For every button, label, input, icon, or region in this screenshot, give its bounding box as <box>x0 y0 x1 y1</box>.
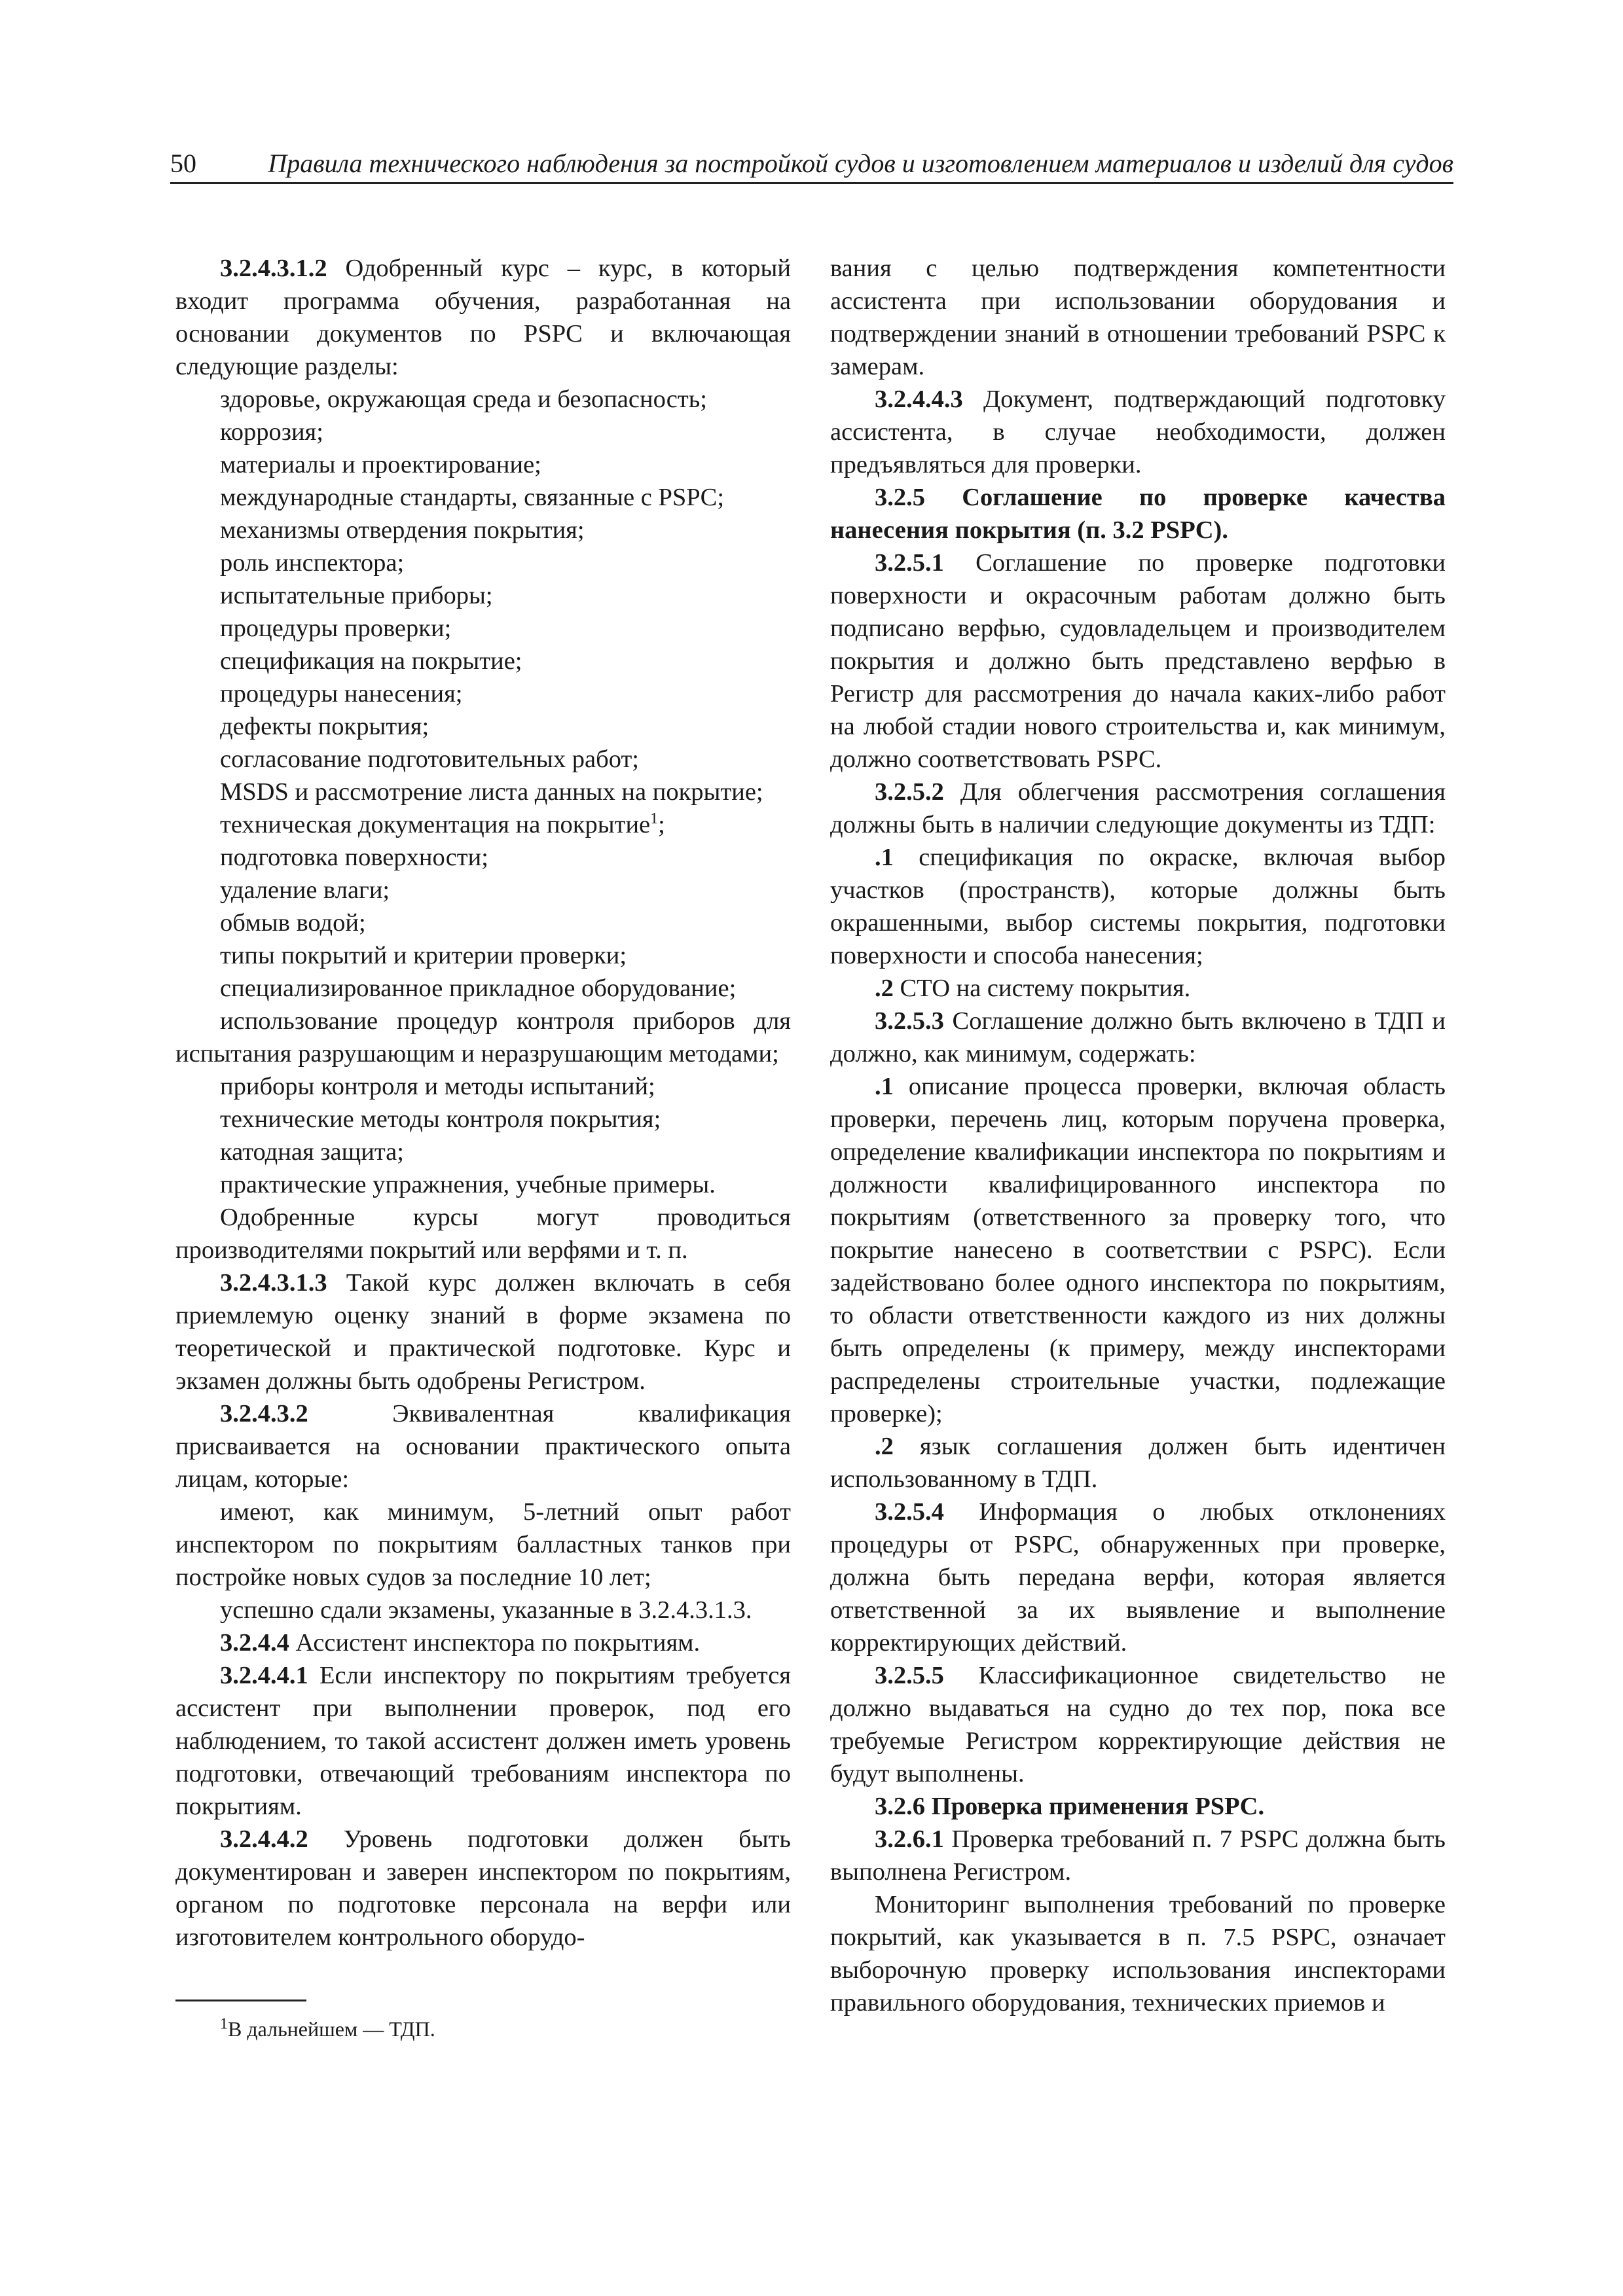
footnote-marker: 1 <box>220 2015 228 2033</box>
paragraph-text: Уровень подготовки должен быть документирован и заверен инспектором по покрытиям, органом по подготовке персонала на верфи или изготовителем контрольного оборудо- <box>175 1825 791 1951</box>
clause-number: 3.2.4.4 <box>220 1629 289 1657</box>
paragraph-text: Соглашение по проверке подготовки поверхности и окрасочным работам должно быть подписано верфью, судовладельцем и производителем покрытия и должно быть представлено верфью в Регистр для рассмотрения до начала каких-либо работ на любой стадии нового строительства и, как минимум, должно соответствовать PSPC. <box>830 549 1446 773</box>
clause-number: 3.2.5.1 <box>875 549 944 577</box>
footnote <box>220 2016 435 2042</box>
paragraph-3-2-5-3 <box>830 1005 1446 1070</box>
paragraph-text: СТО на систему покрытия. <box>893 975 1191 1002</box>
subitem-2 <box>830 972 1446 1005</box>
list-item: процедуры нанесения; <box>220 680 463 708</box>
footnote-text: В дальнейшем — ТДП. <box>228 2017 435 2041</box>
paragraph-3-2-4-4-1 <box>175 1659 791 1823</box>
paragraph-text: Проверка требований п. 7 PSPC должна быть выполнена Регистром. <box>830 1825 1446 1886</box>
paragraph-3-2-4-3-1-3 <box>175 1266 791 1397</box>
paragraph-text: спецификация по окраске, включая выбор участков (пространств), которые должны быть окрашенными, выбор системы покрытия, подготовки поверхности и способа нанесения; <box>830 844 1446 969</box>
subitem-number: .2 <box>875 1433 894 1460</box>
list-item: испытательные приборы; <box>220 582 493 609</box>
paragraph-text: Для облегчения рассмотрения соглашения должны быть в наличии следующие документы из ТДП: <box>830 778 1446 838</box>
paragraph-3-2-4-4-3 <box>830 383 1446 481</box>
subitem-number: .1 <box>875 1073 894 1100</box>
list-item: коррозия; <box>220 418 323 446</box>
paragraph-text: описание процесса проверки, включая область проверки, перечень лиц, которым поручена проверка, определение квалификации инспектора по покрытиям и должности квалифицированного инспектора по покрытиям (ответственного за проверку того, что покрытие нанесено в соответствии с PSPC). Если задействовано более одного инспектора по покрытиям, то области ответственности каждого из них должны быть определены (к примеру, между инспекторами распределены строительные участки, подлежащие проверке); <box>830 1073 1446 1427</box>
list-item: дефекты покрытия; <box>220 713 429 740</box>
list-item: спецификация на покрытие; <box>220 647 522 675</box>
paragraph-experience: имеют, как минимум, 5-летний опыт работ инспектором по покрытиям балластных танков при постройке новых судов за последние 10 лет; <box>175 1498 791 1591</box>
page-header <box>170 145 1453 184</box>
paragraph-3-2-5-5 <box>830 1659 1446 1790</box>
paragraph-text: Одобренный курс – курс, в который входит программа обучения, разработанная на основании документов по PSPC и включающая следующие разделы: <box>175 255 791 380</box>
list-item: практические упражнения, учебные примеры. <box>220 1171 716 1198</box>
paragraph-text: Такой курс должен включать в себя приемлемую оценку знаний в форме экзамена по теоретической и практической подготовке. Курс и экзамен должны быть одобрены Регистром. <box>175 1269 791 1395</box>
running-title: Правила технического наблюдения за постройкой судов и изготовлением материалов и изделий для судов <box>268 149 1453 178</box>
paragraph-3-2-4-3-2 <box>175 1397 791 1496</box>
footnote-marker: 1 <box>650 810 659 828</box>
paragraph-monitoring: Мониторинг выполнения требований по проверке покрытий, как указывается в п. 7.5 PSPC, означает выборочную проверку использования инспекторами правильного оборудования, технических приемов и <box>830 1891 1446 2017</box>
section-heading-3-2-5: 3.2.5 Соглашение по проверке качества нанесения покрытия (п. 3.2 PSPC). <box>830 484 1446 544</box>
list-item: процедуры проверки; <box>220 615 452 642</box>
clause-number: 3.2.4.3.1.2 <box>220 255 327 282</box>
subitem-number: .1 <box>875 844 894 871</box>
clause-number: 3.2.4.3.1.3 <box>220 1269 327 1297</box>
page-number: 50 <box>170 149 196 178</box>
paragraph-text: Информация о любых отклонениях процедуры от PSPC, обнаруженных при проверке, должна быть передана верфи, которая является ответственной за их выявление и выполнение корректирующих действий. <box>830 1498 1446 1657</box>
list-item: технические методы контроля покрытия; <box>220 1105 661 1133</box>
footnote-divider <box>175 2000 306 2001</box>
section-heading-3-2-6: 3.2.6 Проверка применения PSPC. <box>875 1793 1265 1820</box>
paragraph-exams: успешно сдали экзамены, указанные в 3.2.4.3.1.3. <box>220 1596 752 1624</box>
list-item: международные стандарты, связанные с PSPC; <box>220 484 725 511</box>
paragraph-3-2-6-1 <box>830 1823 1446 1888</box>
list-item: механизмы отвердения покрытия; <box>220 516 585 544</box>
clause-number: 3.2.6.1 <box>875 1825 944 1853</box>
paragraph-text: Соглашение должно быть включено в ТДП и должно, как минимум, содержать: <box>830 1007 1446 1067</box>
list-item-text: техническая документация на покрытие <box>220 811 651 838</box>
paragraph-3-2-5-1 <box>830 547 1446 776</box>
clause-number: 3.2.5.2 <box>875 778 944 806</box>
list-item: обмыв водой; <box>220 909 366 937</box>
paragraph-text: Эквивалентная квалификация присваивается на основании практического опыта лицам, которые: <box>175 1400 791 1493</box>
paragraph-3-2-4-4-2 <box>175 1823 791 1954</box>
paragraph-text: Ассистент инспектора по покрытиям. <box>289 1629 701 1657</box>
paragraph-3-2-4-4 <box>175 1626 791 1659</box>
list-item: согласование подготовительных работ; <box>220 745 639 773</box>
paragraph-text: Классификационное свидетельство не должно выдаваться на судно до тех пор, пока все требуемые Регистром корректирующие действия не будут выполнены. <box>830 1662 1446 1787</box>
clause-number: 3.2.5.5 <box>875 1662 944 1689</box>
clause-number: 3.2.5.3 <box>875 1007 944 1035</box>
clause-number: 3.2.4.4.2 <box>220 1825 308 1853</box>
paragraph-text: язык соглашения должен быть идентичен использованному в ТДП. <box>830 1433 1446 1493</box>
paragraph-3-2-5-4 <box>830 1496 1446 1659</box>
paragraph-text: Документ, подтверждающий подготовку ассистента, в случае необходимости, должен предъявляться для проверки. <box>830 386 1446 478</box>
subitem-1 <box>830 841 1446 972</box>
clause-number: 3.2.4.4.3 <box>875 386 963 413</box>
list-item: роль инспектора; <box>220 549 405 577</box>
paragraph-continuation: вания с целью подтверждения компетентности ассистента при использовании оборудования и подтверждении знаний в отношении требований PSPC к замерам. <box>830 255 1446 380</box>
list-item: MSDS и рассмотрение листа данных на покрытие; <box>220 778 763 806</box>
list-item-punct: ; <box>658 811 665 838</box>
clause-number: 3.2.4.4.1 <box>220 1662 308 1689</box>
paragraph-approved-courses: Одобренные курсы могут проводиться производителями покрытий или верфями и т. п. <box>175 1204 791 1264</box>
subitem-2 <box>830 1430 1446 1496</box>
paragraph-3-2-4-3-1-2 <box>175 252 791 383</box>
list-item: катодная защита; <box>220 1138 404 1166</box>
list-item: специализированное прикладное оборудование; <box>220 975 737 1002</box>
left-column <box>175 252 791 1954</box>
list-item-tech-doc <box>175 808 791 841</box>
paragraph-text: Если инспектору по покрытиям требуется ассистент при выполнении проверок, под его наблюдением, то такой ассистент должен иметь уровень подготовки, отвечающий требованиям инспектора по покрытиям. <box>175 1662 791 1820</box>
list-item: использование процедур контроля приборов для испытания разрушающим и неразрушающим методами; <box>175 1007 791 1067</box>
subitem-1 <box>830 1070 1446 1430</box>
clause-number: 3.2.4.3.2 <box>220 1400 308 1427</box>
list-item: удаление влаги; <box>220 876 390 904</box>
list-item: приборы контроля и методы испытаний; <box>220 1073 655 1100</box>
clause-number: 3.2.5.4 <box>875 1498 944 1526</box>
list-item: подготовка поверхности; <box>220 844 488 871</box>
subitem-number: .2 <box>875 975 894 1002</box>
list-item: здоровье, окружающая среда и безопасность; <box>220 386 707 413</box>
list-item: материалы и проектирование; <box>220 451 541 478</box>
paragraph-3-2-5-2 <box>830 776 1446 841</box>
right-column <box>830 252 1446 2019</box>
list-item: типы покрытий и критерии проверки; <box>220 942 627 969</box>
